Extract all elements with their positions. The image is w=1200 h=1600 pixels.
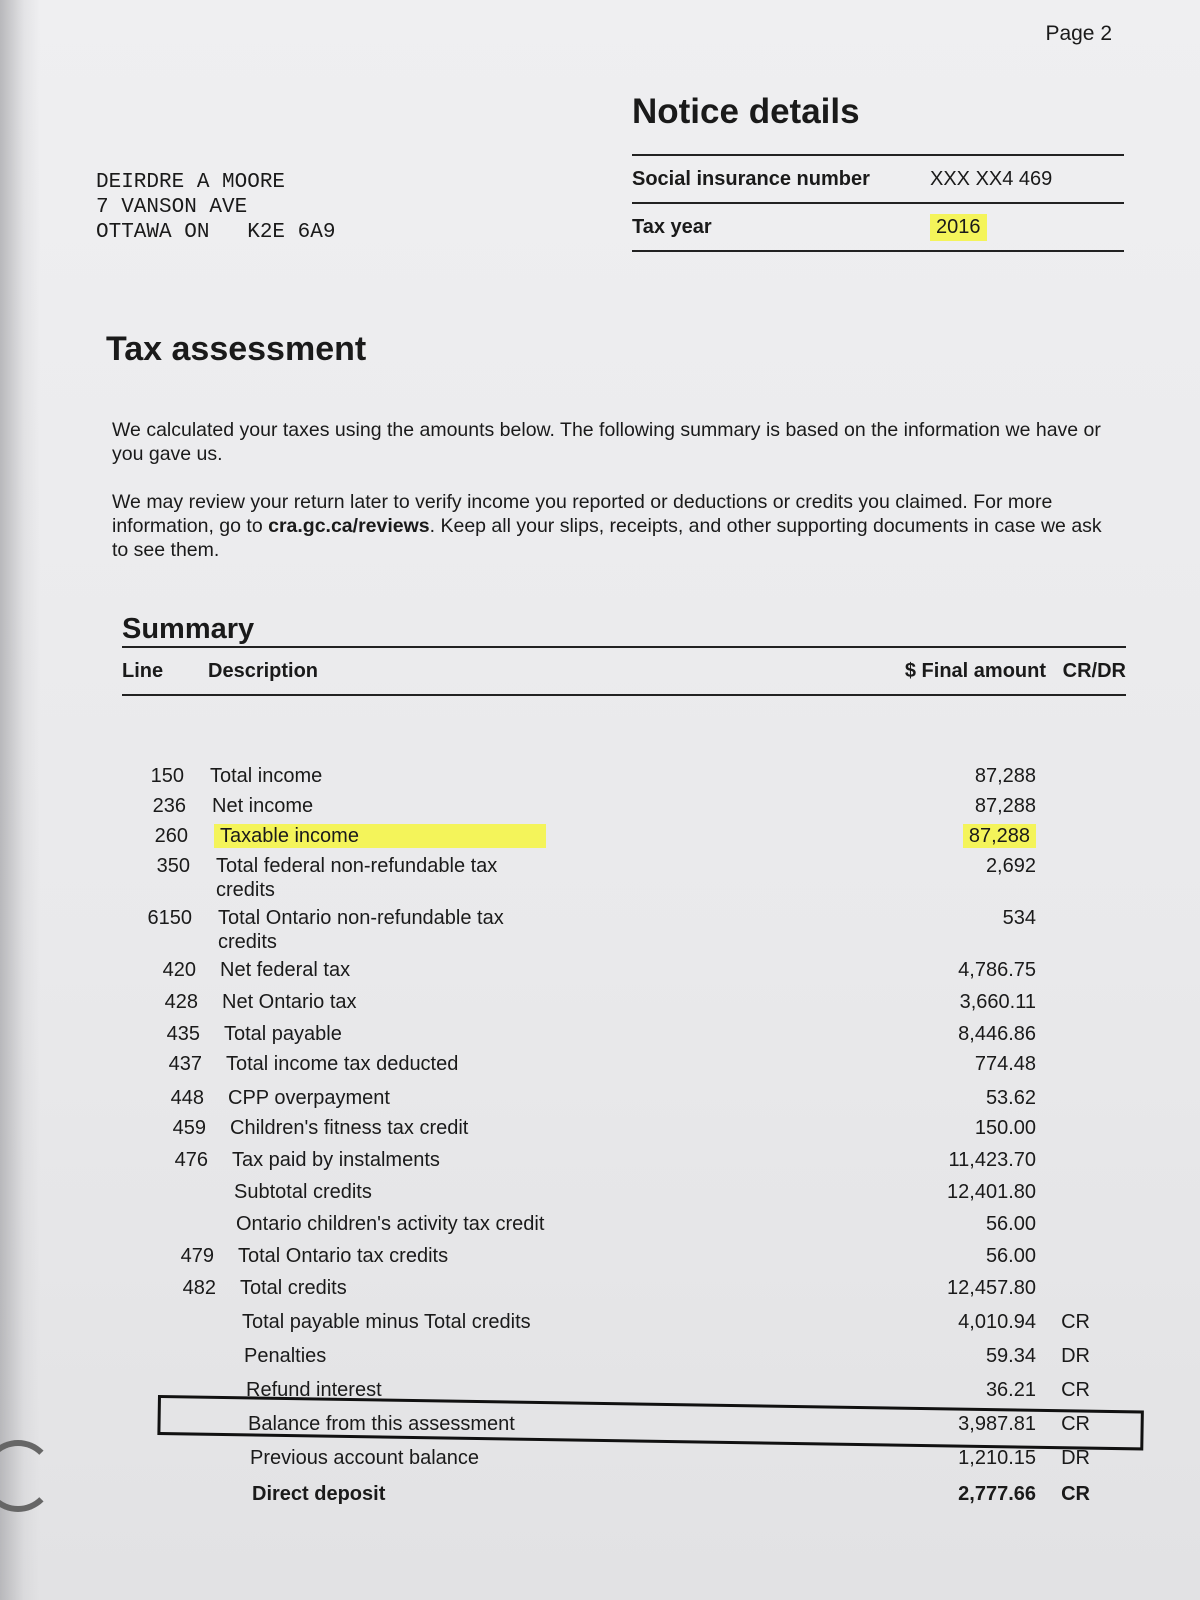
row-final-amount: 53.62 — [985, 1087, 1036, 1109]
row-final-amount: 534 — [1002, 907, 1036, 929]
sin-label: Social insurance number — [632, 167, 870, 190]
row-line-number: 459 — [172, 1117, 206, 1139]
review-note-text-end: . Keep all your slips, receipts, and other supporting documents in case we ask to see them. — [112, 515, 1102, 561]
row-final-amount: 59.34 — [985, 1345, 1036, 1367]
row-line-number: 350 — [156, 855, 190, 877]
binder-edge-shadow — [0, 0, 40, 1600]
row-description: Net Ontario tax — [222, 991, 357, 1013]
row-description: Subtotal credits — [234, 1181, 372, 1203]
row-line-number: 476 — [174, 1149, 208, 1171]
row-description: Total income — [210, 765, 323, 787]
row-description: Total income tax deducted — [226, 1053, 459, 1075]
assessment-title: Tax assessment — [106, 330, 367, 368]
row-final-amount: 87,288 — [963, 824, 1036, 848]
row-crdr: DR — [1061, 1345, 1090, 1367]
tax-year-row — [632, 204, 1124, 252]
header-description: Description — [208, 659, 319, 682]
notice-details — [632, 92, 1124, 252]
row-final-amount: 12,457.80 — [947, 1277, 1036, 1299]
row-final-amount: 11,423.70 — [948, 1149, 1036, 1171]
address-city: OTTAWA ON K2E 6A9 — [96, 221, 336, 244]
summary-section — [122, 612, 1126, 1505]
direct-deposit-box — [157, 1395, 1144, 1450]
sin-row — [632, 156, 1124, 204]
row-final-amount: 87,288 — [974, 765, 1036, 787]
row-crdr: CR — [1061, 1379, 1090, 1401]
row-description: Balance from this assessment — [248, 1413, 515, 1435]
row-description: Children's fitness tax credit — [230, 1117, 469, 1139]
summary-header-row — [122, 648, 1126, 696]
header-line: Line — [122, 659, 164, 682]
row-final-amount: 56.00 — [985, 1213, 1036, 1235]
row-line-number: 150 — [150, 765, 184, 787]
row-line-number: 236 — [152, 795, 186, 817]
row-final-amount: 36.21 — [985, 1379, 1036, 1401]
row-line-number: 428 — [164, 991, 198, 1013]
sin-value: XXX XX4 469 — [930, 167, 1053, 190]
row-crdr: CR — [1061, 1483, 1090, 1505]
assessment-intro: We calculated your taxes using the amounts below. The following summary is based on the information we have or you gave us. — [112, 419, 1101, 465]
row-final-amount: 2,692 — [985, 855, 1036, 877]
row-description: Total federal non-refundable tax credits — [216, 855, 498, 901]
row-line-number: 437 — [168, 1053, 202, 1075]
binder-ring-icon — [0, 1440, 54, 1512]
row-description: Net income — [212, 795, 314, 817]
tax-year-label: Tax year — [632, 215, 712, 238]
header-final-amount: $ Final amount — [904, 659, 1046, 682]
row-final-amount: 12,401.80 — [947, 1181, 1036, 1203]
notice-title: Notice details — [632, 92, 860, 131]
row-description: Ontario children's activity tax credit — [236, 1213, 545, 1235]
row-description: Penalties — [244, 1345, 327, 1367]
row-description: Taxable income — [214, 824, 546, 848]
row-line-number: 479 — [180, 1245, 214, 1267]
row-line-number: 482 — [182, 1277, 216, 1299]
row-description: Refund interest — [246, 1379, 382, 1401]
row-final-amount: 2,777.66 — [958, 1483, 1036, 1505]
header-crdr: CR/DR — [1062, 659, 1126, 682]
row-line-number: 448 — [170, 1087, 204, 1109]
review-note-text: We may review your return later to verify income you reported or deductions or credits you claimed. For more information, go to — [112, 491, 1053, 537]
row-description: Total Ontario non-refundable tax credits — [218, 907, 504, 953]
row-final-amount: 56.00 — [985, 1245, 1036, 1267]
row-line-number: 6150 — [147, 907, 192, 929]
row-final-amount: 1,210.15 — [958, 1447, 1036, 1469]
row-description: Total credits — [240, 1277, 347, 1299]
row-description: Direct deposit — [252, 1483, 386, 1505]
row-description: Total payable minus Total credits — [242, 1311, 531, 1333]
row-description: Total Ontario tax credits — [238, 1245, 449, 1267]
row-description: Tax paid by instalments — [232, 1149, 440, 1171]
address-street: 7 VANSON AVE — [96, 196, 248, 219]
summary-title: Summary — [122, 612, 1126, 648]
address-name: DEIRDRE A MOORE — [96, 171, 286, 194]
row-description: CPP overpayment — [228, 1087, 390, 1109]
row-description: Total payable — [224, 1023, 342, 1045]
mailing-address — [96, 170, 335, 245]
row-line-number: 420 — [162, 959, 196, 981]
row-description: Net federal tax — [220, 959, 351, 981]
row-final-amount: 4,010.94 — [958, 1311, 1036, 1333]
row-line-number: 260 — [154, 825, 188, 847]
row-final-amount: 774.48 — [974, 1053, 1036, 1075]
page-number: Page 2 — [1045, 22, 1112, 45]
tax-year-value: 2016 — [930, 214, 987, 241]
reviews-link[interactable]: cra.gc.ca/reviews — [268, 515, 430, 537]
row-crdr: DR — [1061, 1447, 1090, 1469]
assessment-review-note — [112, 490, 1122, 562]
row-line-number: 435 — [166, 1023, 200, 1045]
row-description: Previous account balance — [250, 1447, 480, 1469]
row-final-amount: 8,446.86 — [958, 1023, 1036, 1045]
row-final-amount: 4,786.75 — [958, 959, 1036, 981]
row-final-amount: 150.00 — [974, 1117, 1036, 1139]
row-final-amount: 87,288 — [974, 795, 1036, 817]
row-final-amount: 3,660.11 — [959, 991, 1036, 1013]
row-crdr: CR — [1061, 1311, 1090, 1333]
row-final-amount: 3,987.81 — [958, 1413, 1036, 1435]
row-crdr: CR — [1061, 1413, 1090, 1435]
